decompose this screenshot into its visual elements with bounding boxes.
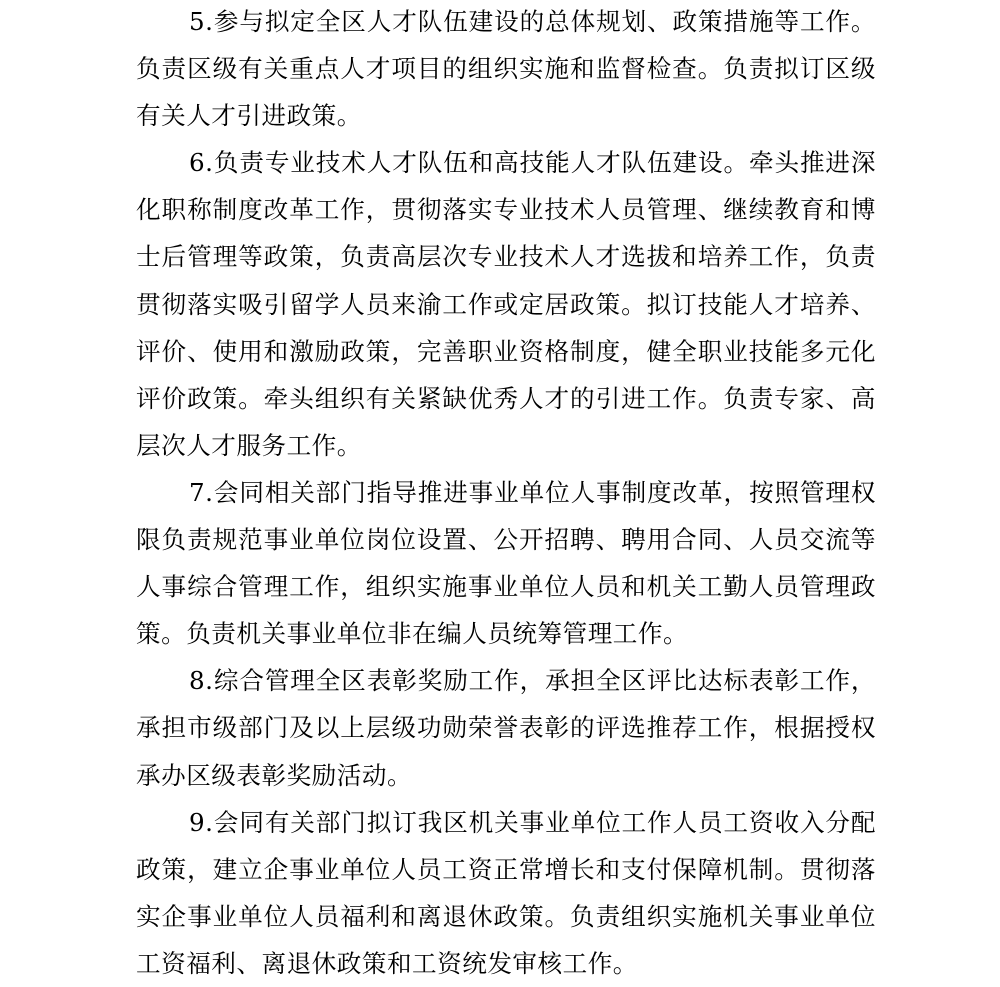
paragraph-item-8: 8.综合管理全区表彰奖励工作，承担全区评比达标表彰工作，承担市级部门及以上层级功勋荣誉表彰的评选推荐工作，根据授权承办区级表彰奖励活动。 bbox=[136, 666, 876, 790]
paragraph-item-5: 5.参与拟定全区人才队伍建设的总体规划、政策措施等工作。负责区级有关重点人才项目的组织实施和监督检查。负责拟订区级有关人才引进政策。 bbox=[136, 7, 876, 131]
paragraph-item-9: 9.会同有关部门拟订我区机关事业单位工作人员工资收入分配政策，建立企事业单位人员工资正常增长和支付保障机制。贯彻落实企事业单位人员福利和离退休政策。负责组织实施机关事业单位工资福利、离退休政策和工资统发审核工作。 bbox=[136, 807, 876, 978]
paragraph-item-7: 7.会同相关部门指导推进事业单位人事制度改革，按照管理权限负责规范事业单位岗位设置、公开招聘、聘用合同、人员交流等人事综合管理工作，组织实施事业单位人员和机关工勤人员管理政策。负责机关事业单位非在编人员统筹管理工作。 bbox=[136, 477, 876, 649]
document-body bbox=[136, 0, 876, 978]
paragraph-item-6: 6.负责专业技术人才队伍和高技能人才队伍建设。牵头推进深化职称制度改革工作，贯彻落实专业技术人员管理、继续教育和博士后管理等政策，负责高层次专业技术人才选拔和培养工作，负责贯彻落实吸引留学人员来渝工作或定居政策。拟订技能人才培养、评价、使用和激励政策，完善职业资格制度，健全职业技能多元化评价政策。牵头组织有关紧缺优秀人才的引进工作。负责专家、高层次人才服务工作。 bbox=[136, 148, 876, 460]
